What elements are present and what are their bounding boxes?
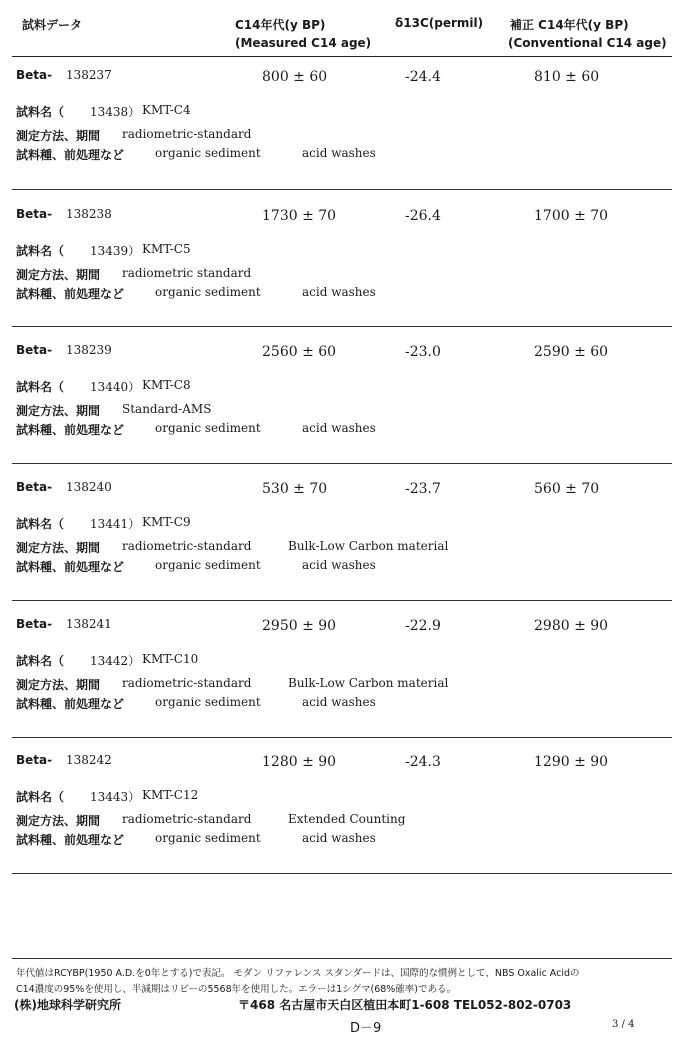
sample-name-label: 試料名（ bbox=[16, 105, 65, 119]
beta-prefix: Beta- bbox=[16, 68, 53, 82]
method-value: radiometric standard bbox=[122, 266, 252, 280]
sample-number: 13443） bbox=[90, 790, 141, 804]
header-rule bbox=[12, 56, 672, 57]
conventional-age: 560 ± 70 bbox=[534, 481, 600, 497]
page-mark: D－9 bbox=[350, 1021, 382, 1036]
delta13c-value: -24.3 bbox=[405, 754, 441, 770]
sample-separator bbox=[12, 737, 672, 738]
material-label: 試料種、前処理など bbox=[16, 833, 125, 847]
method-label: 測定方法、期間 bbox=[16, 268, 101, 282]
beta-id: 138240 bbox=[66, 480, 112, 494]
beta-prefix: Beta- bbox=[16, 617, 53, 631]
header-measured-age-en: (Measured C14 age) bbox=[235, 36, 372, 50]
measured-age: 530 ± 70 bbox=[262, 481, 328, 497]
beta-id: 138238 bbox=[66, 207, 112, 221]
sample-number: 13440） bbox=[90, 380, 141, 394]
beta-id: 138239 bbox=[66, 343, 112, 357]
sample-name-label: 試料名（ bbox=[16, 244, 65, 258]
header-delta13c: δ13C(permil) bbox=[395, 16, 484, 30]
delta13c-value: -23.0 bbox=[405, 344, 441, 360]
sample-number: 13442） bbox=[90, 654, 141, 668]
sample-code: KMT-C8 bbox=[142, 378, 191, 392]
method-label: 測定方法、期間 bbox=[16, 814, 101, 828]
header-conventional-age: 補正 C14年代(y BP) bbox=[510, 18, 629, 32]
sample-number: 13441） bbox=[90, 517, 141, 531]
header-conventional-age-en: (Conventional C14 age) bbox=[508, 36, 667, 50]
sample-number: 13439） bbox=[90, 244, 141, 258]
delta13c-value: -24.4 bbox=[405, 69, 441, 85]
conventional-age: 2980 ± 90 bbox=[534, 618, 609, 634]
method-value: radiometric-standard bbox=[122, 676, 252, 690]
conventional-age: 2590 ± 60 bbox=[534, 344, 609, 360]
header-sample-data: 試料データ bbox=[22, 18, 83, 32]
material-value: organic sediment bbox=[155, 831, 261, 845]
method-extra: Bulk-Low Carbon material bbox=[288, 676, 449, 690]
method-value: Standard-AMS bbox=[122, 402, 212, 416]
footer-address: 〒468 名古屋市天白区植田本町1-608 TEL052-802-0703 bbox=[238, 998, 572, 1012]
footer-company: (株)地球科学研究所 bbox=[14, 998, 121, 1012]
sample-name-label: 試料名（ bbox=[16, 380, 65, 394]
delta13c-value: -23.7 bbox=[405, 481, 441, 497]
method-value: radiometric-standard bbox=[122, 812, 252, 826]
sample-separator bbox=[12, 463, 672, 464]
method-value: radiometric-standard bbox=[122, 539, 252, 553]
delta13c-value: -26.4 bbox=[405, 208, 441, 224]
footer-note-line1: 年代値はRCYBP(1950 A.D.を0年とする)で表記。 モダン リファレンス スタンダードは、国際的な慣例として、NBS Oxalic Acidの bbox=[16, 968, 580, 979]
measured-age: 800 ± 60 bbox=[262, 69, 328, 85]
method-label: 測定方法、期間 bbox=[16, 678, 101, 692]
material-label: 試料種、前処理など bbox=[16, 423, 125, 437]
page-number: 3 / 4 bbox=[612, 1019, 635, 1030]
material-value: organic sediment bbox=[155, 558, 261, 572]
beta-prefix: Beta- bbox=[16, 207, 53, 221]
beta-prefix: Beta- bbox=[16, 343, 53, 357]
sample-separator bbox=[12, 873, 672, 874]
material-value: organic sediment bbox=[155, 285, 261, 299]
sample-code: KMT-C12 bbox=[142, 788, 199, 802]
sample-separator bbox=[12, 189, 672, 190]
pretreatment-value: acid washes bbox=[302, 695, 376, 709]
pretreatment-value: acid washes bbox=[302, 146, 376, 160]
material-label: 試料種、前処理など bbox=[16, 148, 125, 162]
material-label: 試料種、前処理など bbox=[16, 560, 125, 574]
material-value: organic sediment bbox=[155, 146, 261, 160]
method-label: 測定方法、期間 bbox=[16, 129, 101, 143]
sample-separator bbox=[12, 600, 672, 601]
material-value: organic sediment bbox=[155, 421, 261, 435]
sample-separator bbox=[12, 326, 672, 327]
measured-age: 2950 ± 90 bbox=[262, 618, 337, 634]
sample-number: 13438） bbox=[90, 105, 141, 119]
pretreatment-value: acid washes bbox=[302, 558, 376, 572]
pretreatment-value: acid washes bbox=[302, 285, 376, 299]
pretreatment-value: acid washes bbox=[302, 421, 376, 435]
delta13c-value: -22.9 bbox=[405, 618, 441, 634]
measured-age: 2560 ± 60 bbox=[262, 344, 337, 360]
sample-code: KMT-C10 bbox=[142, 652, 199, 666]
conventional-age: 1290 ± 90 bbox=[534, 754, 609, 770]
sample-code: KMT-C5 bbox=[142, 242, 191, 256]
beta-id: 138242 bbox=[66, 753, 112, 767]
beta-prefix: Beta- bbox=[16, 753, 53, 767]
measured-age: 1280 ± 90 bbox=[262, 754, 337, 770]
pretreatment-value: acid washes bbox=[302, 831, 376, 845]
header-measured-age: C14年代(y BP) bbox=[235, 18, 326, 32]
sample-code: KMT-C9 bbox=[142, 515, 191, 529]
material-label: 試料種、前処理など bbox=[16, 287, 125, 301]
material-value: organic sediment bbox=[155, 695, 261, 709]
method-label: 測定方法、期間 bbox=[16, 541, 101, 555]
sample-code: KMT-C4 bbox=[142, 103, 191, 117]
beta-prefix: Beta- bbox=[16, 480, 53, 494]
sample-name-label: 試料名（ bbox=[16, 654, 65, 668]
footer-note-line2: C14濃度の95%を使用し、半減期はリビーの5568年を使用した。エラーは1シグマ(68%確率)である。 bbox=[16, 984, 457, 995]
method-extra: Extended Counting bbox=[288, 812, 406, 826]
footer-top-rule bbox=[12, 958, 672, 959]
beta-id: 138237 bbox=[66, 68, 112, 82]
sample-name-label: 試料名（ bbox=[16, 517, 65, 531]
sample-name-label: 試料名（ bbox=[16, 790, 65, 804]
measured-age: 1730 ± 70 bbox=[262, 208, 337, 224]
beta-id: 138241 bbox=[66, 617, 112, 631]
method-value: radiometric-standard bbox=[122, 127, 252, 141]
conventional-age: 1700 ± 70 bbox=[534, 208, 609, 224]
material-label: 試料種、前処理など bbox=[16, 697, 125, 711]
method-extra: Bulk-Low Carbon material bbox=[288, 539, 449, 553]
method-label: 測定方法、期間 bbox=[16, 404, 101, 418]
conventional-age: 810 ± 60 bbox=[534, 69, 600, 85]
